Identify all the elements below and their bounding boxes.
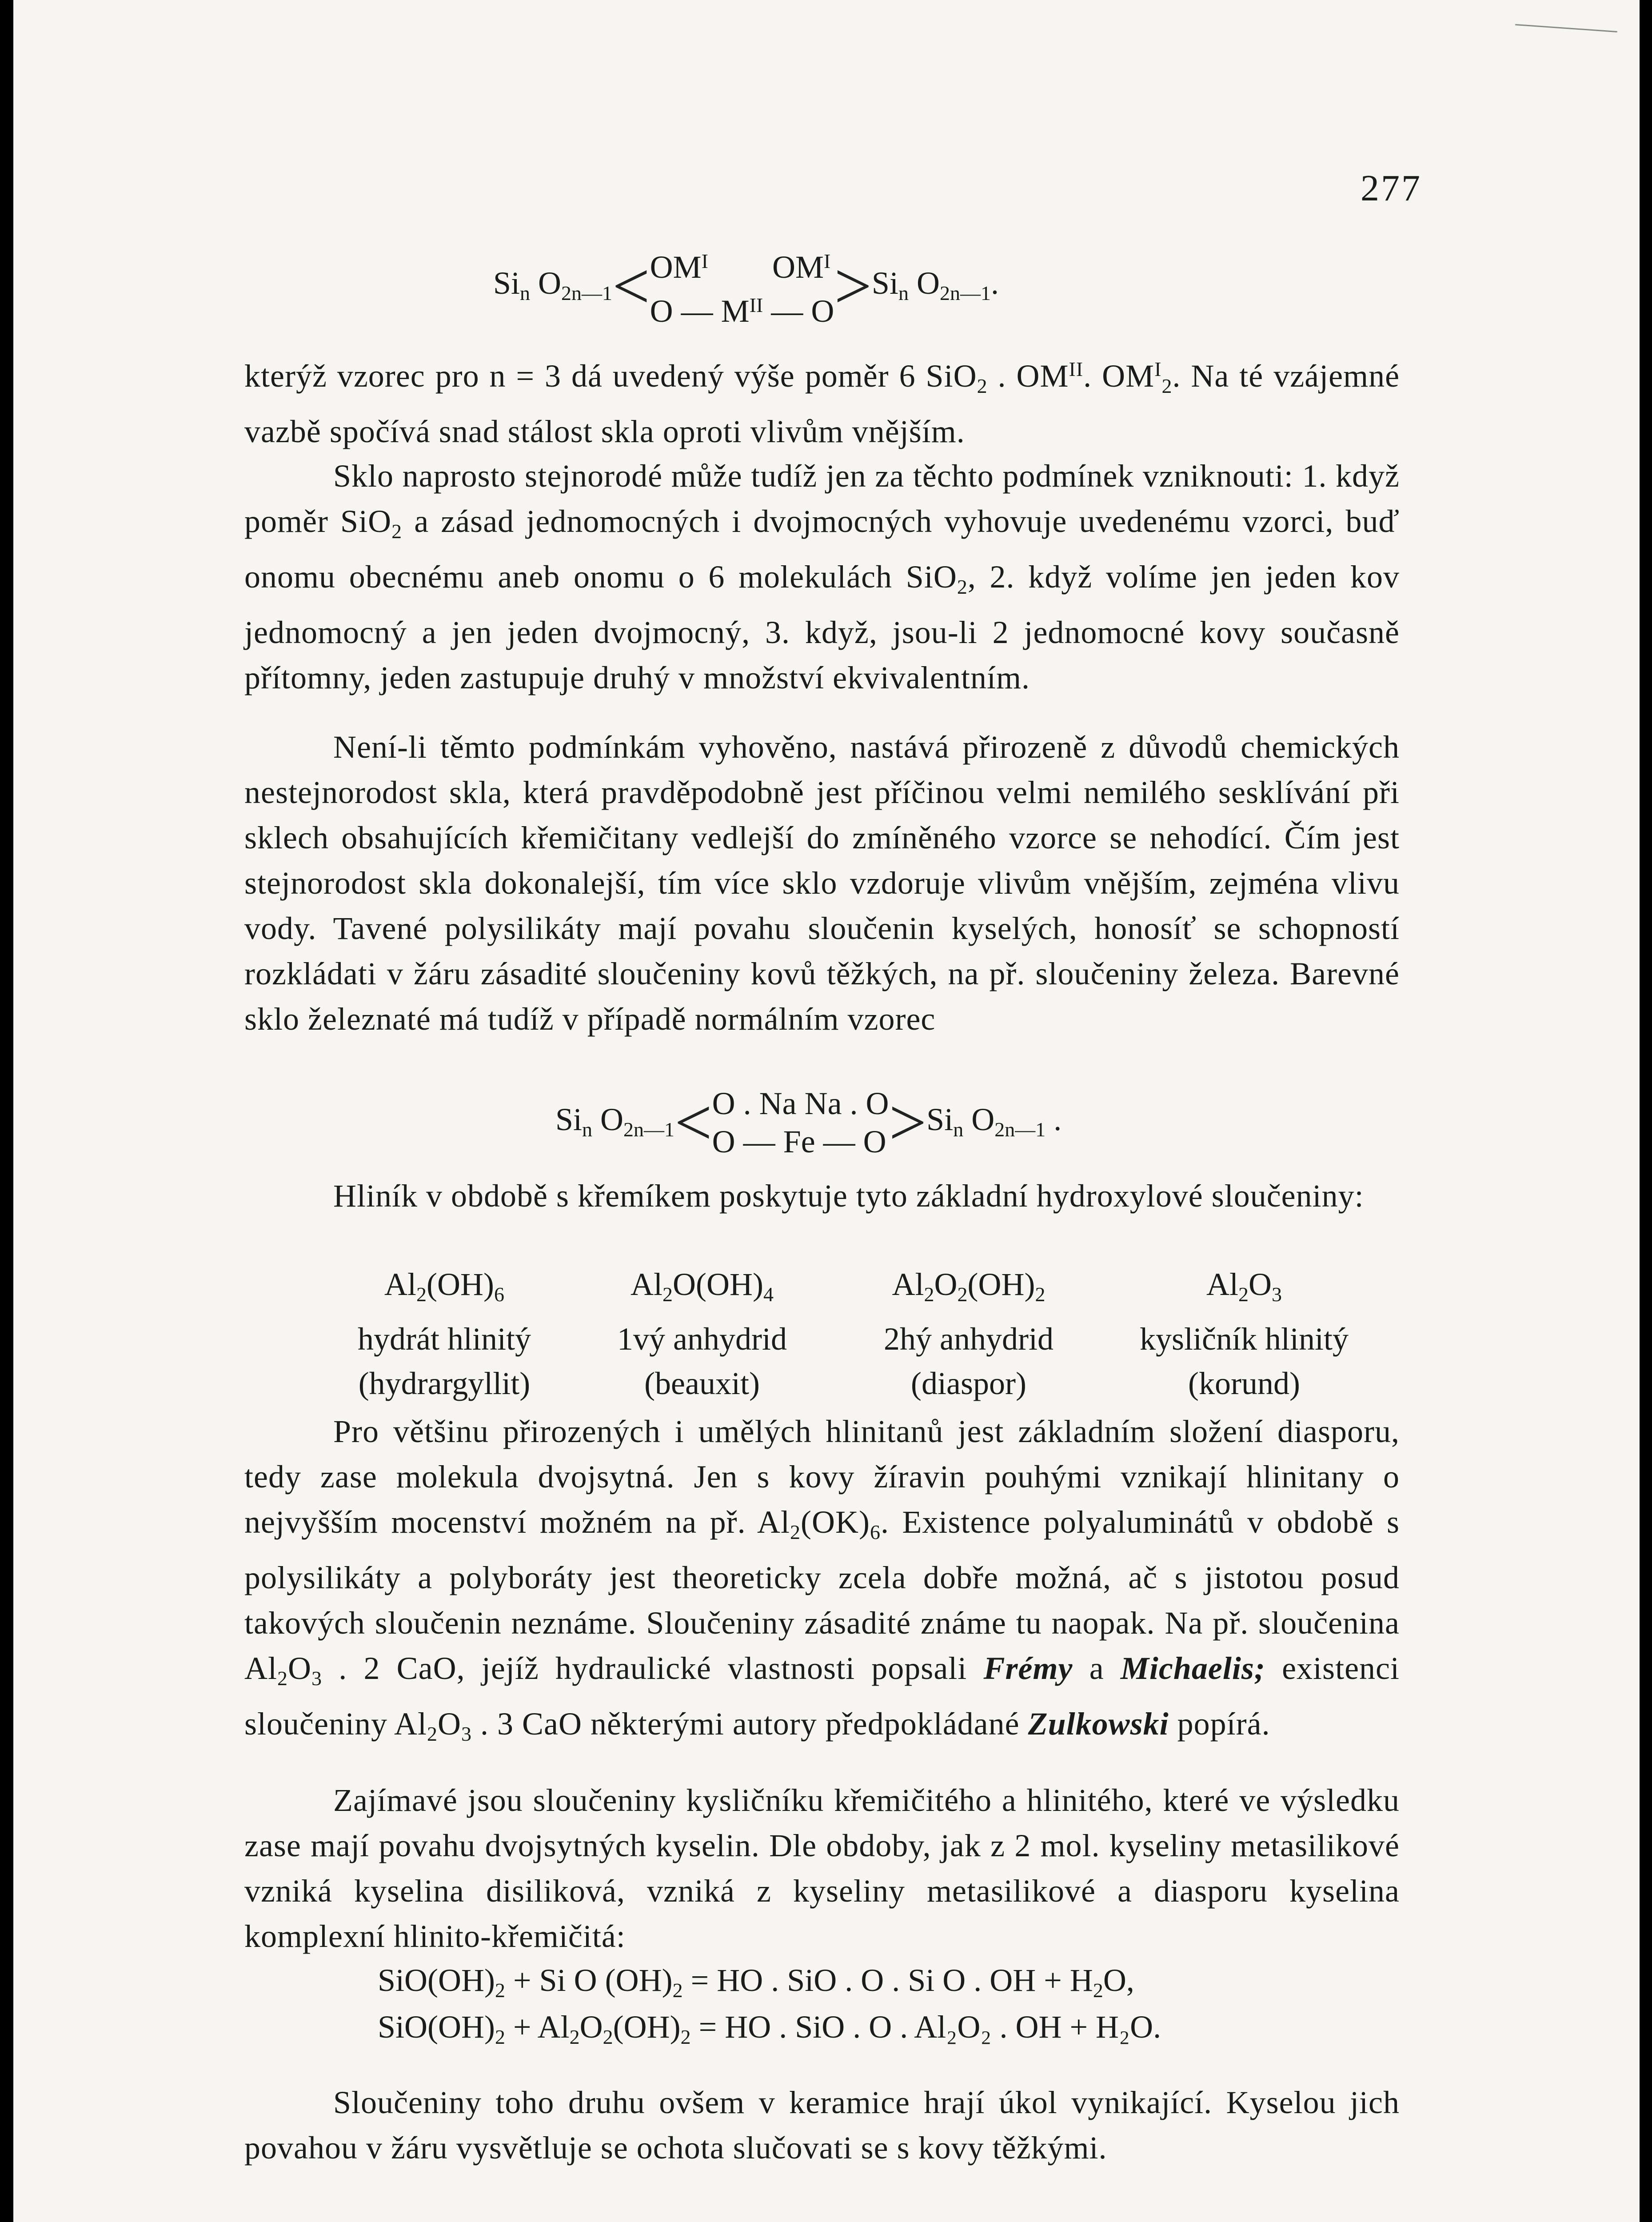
formula1-o-right: O: [916, 265, 940, 301]
formula2-left: [555, 1101, 675, 1141]
h3-a: Al: [1206, 1267, 1238, 1302]
formula-silicate-general: [493, 242, 999, 330]
paragraph-6-text: Zajímavé jsou sloučeniny kysličníku křemičitého a hlinitého, které ve výsledku zase mají povahu dvojsytných kyselin. Dle obdoby, jak z 2 mol. kyseliny metasilikové vzniká kyselina disiliková, vzniká z kyseliny metasilikové a diasporu kyselina komplexní hlinito-křemičitá:: [244, 1782, 1400, 1954]
p5-j: popírá.: [1169, 1706, 1270, 1742]
eq1-d: (OH): [613, 2009, 681, 2045]
formula2-si-right: Si: [926, 1101, 954, 1137]
paragraph-5-text: [244, 1409, 1400, 1757]
formula1-top-row: [650, 242, 834, 286]
paper-sheet: [13, 0, 1640, 2222]
formula2-sub-2n: 2n—1: [623, 1118, 675, 1141]
hydroxide-formula: [587, 1262, 818, 1317]
p5-s6: 3: [461, 1722, 472, 1745]
formula1-right-sub-n: n: [898, 281, 909, 304]
formula1-right-sub-2n: 2n—1: [939, 281, 991, 304]
hydroxide-name: hydrát hlinitý: [358, 1321, 531, 1357]
eq0-c: = HO . SiO . O . Si O . OH + H: [682, 1962, 1093, 1998]
h1-b: O(OH): [673, 1267, 763, 1302]
h1-sb: 4: [763, 1283, 774, 1306]
h0-a: Al: [384, 1267, 417, 1302]
eq0-b: + Si O (OH): [505, 1962, 673, 1998]
eq1-s4: 2: [680, 2026, 691, 2048]
formula1-o-end: — O: [771, 293, 834, 329]
eq0-s2: 2: [672, 1979, 683, 2002]
formula2-top-row: O . Na Na . O: [712, 1086, 889, 1121]
p1-a: kterýž vzorec pro n = 3 dá uvedený výše poměr 6 SiO: [244, 358, 977, 394]
h3-b: O: [1249, 1267, 1272, 1302]
formula1-si: Si: [493, 265, 520, 301]
p2-c: , 2. když volíme jen jeden kov jednomocný a jen jeden dvojmocný, 3. když, jsou-li 2 jednomocné kovy současně přítomny, jeden zastupuje druhý v množství ekvivalentním.: [244, 559, 1400, 695]
page-number: 277: [1361, 168, 1422, 209]
formula1-om-sup: I: [701, 250, 708, 272]
hydroxide-column: [840, 1262, 1097, 1406]
paragraph-2: [244, 453, 1400, 700]
formula1-m-sup: II: [749, 294, 763, 316]
p2-a: Sklo naprosto stejnorodé může tudíž jen za těchto podmínek vzniknouti: 1. když poměr SiO: [244, 458, 1400, 539]
formula1-om2: OM: [772, 249, 824, 285]
formula1-o: O: [538, 265, 562, 301]
hydroxide-column: [320, 1262, 569, 1406]
p5-s3: 2: [277, 1667, 288, 1690]
hydroxide-name: 2hý anhydrid: [884, 1321, 1053, 1357]
p5-s2: 6: [870, 1521, 881, 1543]
p5-s1: 2: [790, 1521, 801, 1543]
formula2-bottom-row: O — Fe — O: [712, 1124, 886, 1159]
eq1-s2: 2: [569, 2026, 580, 2048]
hydroxide-mineral: (beauxit): [644, 1366, 760, 1401]
hydroxide-name: 1vý anhydrid: [617, 1321, 787, 1357]
eq1-c: O: [579, 2009, 603, 2045]
eq1-a: SiO(OH): [378, 2009, 495, 2045]
formula1-sub-n: n: [520, 281, 531, 304]
formula1-left: [493, 265, 613, 304]
formula1-bottom-row: [650, 286, 834, 330]
eq0-a: SiO(OH): [378, 1962, 495, 1998]
eq0-s3: 2: [1093, 1979, 1103, 2002]
author-michaelis: Michaelis;: [1120, 1651, 1265, 1686]
paragraph-3: [244, 724, 1400, 1042]
author-fremy: Frémy: [983, 1651, 1073, 1686]
h3-sb: 3: [1272, 1283, 1282, 1306]
formula1-right: [871, 265, 999, 304]
hydroxide-column: [587, 1262, 818, 1406]
hydroxide-mineral: (korund): [1188, 1366, 1300, 1401]
h2-sc: 2: [1035, 1283, 1045, 1306]
p2-b: a zásad jednomocných i dvojmocných vyhovuje uvedenému vzorci, buď onomu obecnému aneb onomu o 6 molekulách SiO: [244, 504, 1400, 595]
formula1-period: .: [990, 265, 999, 301]
corner-mark: [1515, 24, 1617, 32]
paragraph-6: [244, 1778, 1400, 1959]
p5-s4: 3: [311, 1667, 322, 1690]
formula2-o: O: [600, 1101, 624, 1137]
hydroxide-column: [1115, 1262, 1373, 1406]
h0-sb: 6: [494, 1283, 504, 1306]
hydroxide-formula: [1115, 1262, 1373, 1317]
paragraph-4-text: Hliník v obdobě s křemíkem poskytuje tyto základní hydroxylové sloučeniny:: [333, 1178, 1364, 1214]
paragraph-7: [244, 2080, 1400, 2170]
p5-g: existenci sloučeniny Al: [244, 1651, 1400, 1742]
p1-d: . Na té vzájemné vazbě spočívá snad stálost skla oproti vlivům vnějším.: [244, 358, 1400, 449]
formula2-si: Si: [555, 1101, 583, 1137]
paragraph-1-text: [244, 347, 1400, 454]
book-spine-edge: [0, 0, 13, 2222]
formula2-right: [926, 1101, 1062, 1141]
p1-sup: II: [1069, 358, 1084, 380]
formula1-om: OM: [650, 249, 702, 285]
formula1-om2-sup: I: [824, 250, 831, 272]
p2-sub2: 2: [957, 575, 968, 598]
eq0-s1: 2: [495, 1979, 505, 2002]
paragraph-7-text: Sloučeniny toho druhu ovšem v keramice hrají úkol vynikající. Kyselou jich povahou v žáru vysvětluje se ochota slučovati se s kovy těžkými.: [244, 2085, 1400, 2166]
h1-sa: 2: [662, 1283, 673, 1306]
formula2-right-sub-n: n: [953, 1118, 964, 1141]
formula2-left-angle: <: [674, 1086, 712, 1159]
p5-i: . 3 CaO některými autory předpokládané: [471, 1706, 1028, 1742]
p5-f: a: [1073, 1651, 1121, 1686]
paragraph-3-text: Není-li těmto podmínkám vyhověno, nastává přirozeně z důvodů chemických nestejnorodost skla, která pravděpodobně jest příčinou velmi nemilého sesklívání při sklech obsahujících křemičitany vedlejší do zmíněného vzorce se nehodící. Čím jest stejnorodost skla dokonalejší, tím více sklo vzdoruje vlivům vnějším, zejména vlivu vody. Tavené polysilikáty mají povahu sloučenin kyselých, honosíť se schopností rozkládati v žáru zásadité sloučeniny kovů těžkých, na př. sloučeniny železa. Barevné sklo železnaté má tudíž v případě normálním vzorec: [244, 729, 1400, 1037]
paragraph-1: [244, 347, 1400, 454]
h2-sa: 2: [924, 1283, 934, 1306]
equation-disilicic-acid: [378, 1962, 1134, 2002]
p1-sub: 2: [977, 375, 988, 397]
h2-c: (OH): [967, 1267, 1035, 1302]
p5-c: . Existence polyaluminátů v obdobě s polysilikáty a polyboráty jest theoreticky zcela dobře možná, ač s jistotou posud takových sloučenin neznáme. Sloučeniny zásadité známe tu naopak. Na př. sloučenina Al: [244, 1504, 1400, 1686]
h2-a: Al: [892, 1267, 924, 1302]
p5-s5: 2: [427, 1722, 438, 1745]
formula2-sub-n: n: [582, 1118, 593, 1141]
p5-h: O: [437, 1706, 461, 1742]
eq1-e: = HO . SiO . O . Al₂O₂ . OH + H₂O.: [690, 2009, 1161, 2045]
author-zulkowski: Zulkowski: [1028, 1706, 1169, 1742]
hydroxide-formula: [840, 1262, 1097, 1317]
formula1-right-angle: >: [834, 249, 872, 323]
eq1-s1: 2: [495, 2026, 505, 2048]
hydroxide-mineral: (diaspor): [911, 1366, 1026, 1401]
hydroxide-name: kysličník hlinitý: [1139, 1321, 1349, 1357]
h1-a: Al: [630, 1267, 663, 1302]
p1-sub2: 2: [1161, 375, 1173, 397]
formula1-bracket: [650, 242, 834, 330]
hydroxide-formula: [320, 1262, 569, 1317]
p5-a: Pro většinu přirozených i umělých hlinitanů jest základním složení diasporu, tedy zase molekula dvojsytná. Jen s kovy žíravin pouhými vznikají hlinitany o nejvyšším mocenství možném na př. Al: [244, 1414, 1400, 1540]
p1-sup2: I: [1154, 358, 1162, 380]
h3-sa: 2: [1238, 1283, 1249, 1306]
formula1-sub-2n: 2n—1: [561, 281, 613, 304]
equation-aluminosilicic-acid: [378, 2009, 1161, 2049]
formula2-bracket: [712, 1084, 889, 1161]
paragraph-2-text: [244, 453, 1400, 700]
p5-e: . 2 CaO, jejíž hydraulické vlastnosti popsali: [322, 1651, 984, 1686]
h2-sb: 2: [957, 1283, 968, 1306]
formula1-o-m: O — M: [650, 293, 750, 329]
h2-b: O: [934, 1267, 958, 1302]
formula1-si-right: Si: [871, 265, 898, 301]
paragraph-4: [244, 1173, 1400, 1219]
paragraph-5: [244, 1409, 1400, 1757]
p5-b: (OK): [801, 1504, 870, 1540]
formula1-left-angle: <: [612, 249, 650, 323]
eq1-s3: 2: [603, 2026, 613, 2048]
p2-sub1: 2: [391, 520, 403, 543]
formula-iron-glass: [555, 1084, 1061, 1161]
formula2-o-right: O: [971, 1101, 995, 1137]
p5-d: O: [288, 1651, 311, 1686]
formula2-right-sub-2n: 2n—1: [994, 1118, 1046, 1141]
formula2-period: .: [1053, 1101, 1062, 1137]
h0-b: (OH): [427, 1267, 494, 1302]
formula2-right-angle: >: [889, 1086, 927, 1159]
hydroxide-mineral: (hydrargyllit): [358, 1366, 531, 1401]
eq1-b: + Al: [505, 2009, 570, 2045]
p1-c: . OM: [1083, 358, 1155, 394]
eq0-d: O,: [1103, 1962, 1134, 1998]
p1-b: . OM: [987, 358, 1069, 394]
h0-sa: 2: [416, 1283, 427, 1306]
